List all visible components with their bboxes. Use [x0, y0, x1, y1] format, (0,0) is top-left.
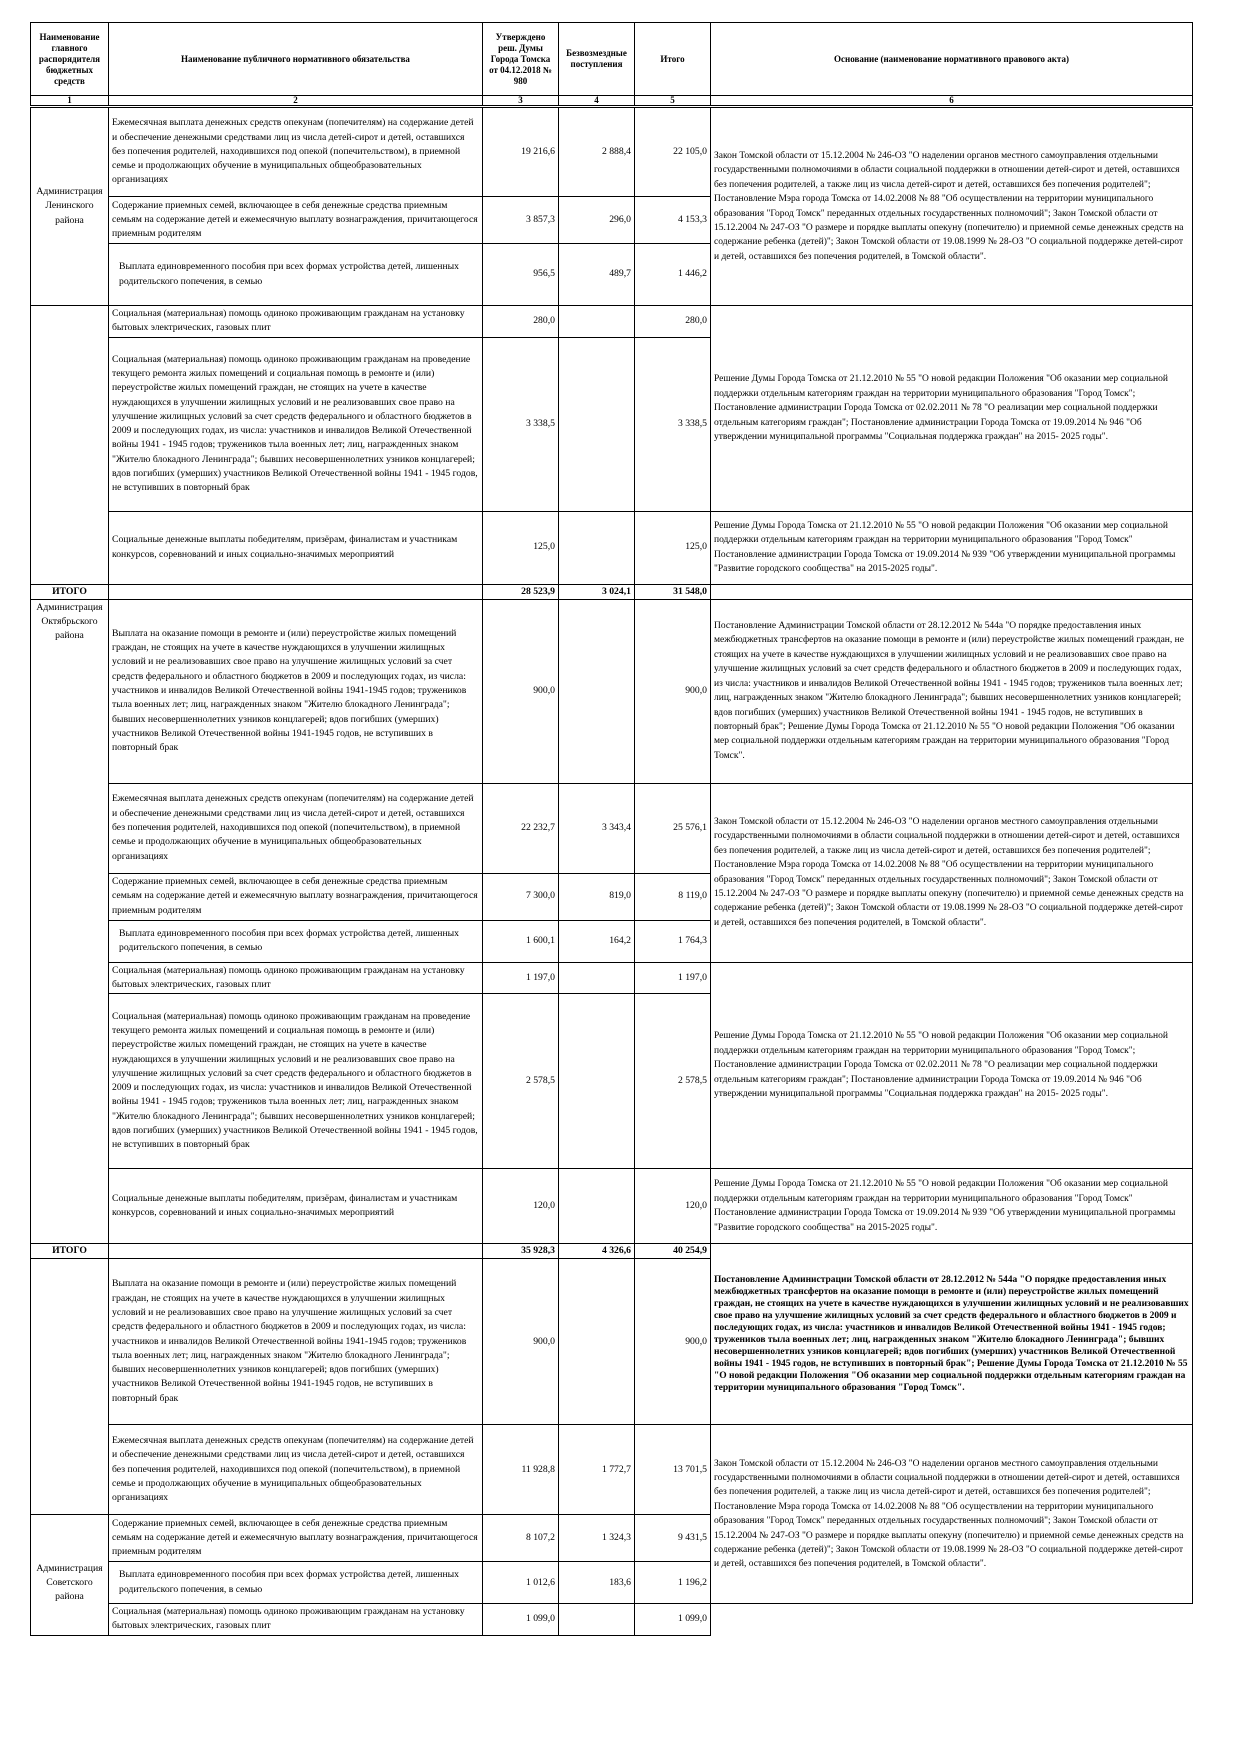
table-row [31, 783, 1193, 873]
total-value: 1 764,3 [635, 920, 711, 962]
total-value: 1 196,2 [635, 1562, 711, 1604]
table-header-row [31, 23, 1193, 96]
table-row [31, 511, 1193, 584]
obligation-name: Выплата единовременного пособия при всех формах устройства детей, лишенных родительского попечения, в семью [109, 244, 483, 306]
obligation-name: Содержание приемных семей, включающее в себя денежные средства приемным семьям на содержание детей и ежемесячную выплату вознаграждения, причитающегося приемным родителям [109, 1515, 483, 1562]
total-label: ИТОГО [31, 1244, 109, 1259]
total-value: 25 576,1 [635, 783, 711, 873]
total-value: 1 197,0 [635, 962, 711, 994]
grants-value [559, 306, 635, 338]
grants-value: 164,2 [559, 920, 635, 962]
approved-value: 22 232,7 [483, 783, 559, 873]
obligation-name: Содержание приемных семей, включающее в себя денежные средства приемным семьям на содержание детей и ежемесячную выплату вознаграждения, причитающегося приемным родителям [109, 197, 483, 244]
total-value: 120,0 [635, 1169, 711, 1244]
total-value: 22 105,0 [635, 107, 711, 197]
approved-value: 125,0 [483, 511, 559, 584]
grants-value: 819,0 [559, 873, 635, 920]
total-value: 1 446,2 [635, 244, 711, 306]
header-manager: Наименование главного распорядителя бюджетных средств [31, 23, 109, 96]
manager-oktyabrsky: Администрация Октябрьского района [31, 599, 109, 1244]
obligation-name: Социальная (материальная) помощь одиноко проживающим гражданам на проведение текущего ремонта жилых помещений и социальная помощь в ремонте и (или) переустройстве жилых помещений граждан, не стоящих на учете в качестве нуждающихся в улучшении жилищных условий и не реализовавших свое право на улучшение жилищных условий за счет средств федерального и областного бюджетов в 2009 и последующих годах, из числа: участников и инвалидов Великой Отечественной войны 1941 - 1945 годов; тружеников тыла военных лет; лиц, награжденных знаком "Жителю блокадного Ленинграда"; бывших несовершеннолетних узников концлагерей; вдов погибших (умерших) участников Великой Отечественной войны 1941 - 1945 годов, не вступивших в повторный брак [109, 994, 483, 1169]
column-number: 1 [31, 96, 109, 107]
header-approved: Утверждено реш. Думы Города Томска от 04.12.2018 № 980 [483, 23, 559, 96]
basis-text: Решение Думы Города Томска от 21.12.2010 № 55 "О новой редакции Положения "Об оказании мер социальной поддержки отдельным категориям граждан на территории муниципального образования "Город Томск" Постановление администрации Города Томска от 19.09.2014 № 939 "Об утверждении муниципальной программы "Развитие городского сообщества" на 2015-2025 годы". [711, 1169, 1193, 1244]
total-grants: 3 024,1 [559, 584, 635, 599]
table-row [31, 1604, 1193, 1636]
grants-value [559, 1169, 635, 1244]
column-number: 2 [109, 96, 483, 107]
grants-value [559, 511, 635, 584]
obligation-name: Социальная (материальная) помощь одиноко проживающим гражданам на установку бытовых электрических, газовых плит [109, 962, 483, 994]
obligations-table-page [30, 22, 1192, 1636]
table-row [31, 107, 1193, 197]
total-sum: 40 254,9 [635, 1244, 711, 1259]
total-sum: 31 548,0 [635, 584, 711, 599]
obligation-name: Социальная (материальная) помощь одиноко проживающим гражданам на проведение текущего ремонта жилых помещений и социальная помощь в ремонте и (или) переустройстве жилых помещений граждан, не стоящих на учете в качестве нуждающихся в улучшении жилищных условий и не реализовавших свое право на улучшение жилищных условий за счет средств федерального и областного бюджетов в 2009 и последующих годах, из числа: участников и инвалидов Великой Отечественной войны 1941 - 1945 годов; тружеников тыла военных лет; лиц, награжденных знаком "Жителю блокадного Ленинграда"; бывших несовершеннолетних узников концлагерей; вдов погибших (умерших) участников Великой Отечественной войны 1941 - 1945 годов, не вступивших в повторный брак [109, 337, 483, 511]
obligation-name: Ежемесячная выплата денежных средств опекунам (попечителям) на содержание детей и обеспечение денежными средствами лиц из числа детей-сирот и детей, оставшихся без попечения родителей, находившихся под опекой (попечительством), в приемной семье и продолжающих обучение в муниципальных общеобразовательных организациях [109, 107, 483, 197]
total-row [31, 1244, 1193, 1259]
obligation-name: Ежемесячная выплата денежных средств опекунам (попечителям) на содержание детей и обеспечение денежными средствами лиц из числа детей-сирот и детей, оставшихся без попечения родителей, находившихся под опекой (попечительством), в приемной семье и продолжающих обучение в муниципальных общеобразовательных организациях [109, 1425, 483, 1515]
total-value: 8 119,0 [635, 873, 711, 920]
basis-text: Решение Думы Города Томска от 21.12.2010 № 55 "О новой редакции Положения "Об оказании мер социальной поддержки отдельным категориям граждан на территории муниципального образования "Город Томск"; Постановление администрации Города Томска от 02.02.2011 № 78 "О реализации мер социальной поддержки отдельным категориям граждан"; Постановление администрации Города Томска от 19.09.2014 № 946 "Об утверждении муниципальной программы "Социальная поддержка граждан" на 2015- 2025 годы". [711, 306, 1193, 512]
obligations-table [30, 22, 1193, 1636]
grants-value [559, 994, 635, 1169]
column-number: 4 [559, 96, 635, 107]
total-grants: 4 326,6 [559, 1244, 635, 1259]
basis-text: Постановление Администрации Томской области от 28.12.2012 № 544а "О порядке предоставления иных межбюджетных трансфертов на оказание помощи в ремонте и (или) переустройстве жилых помещений граждан, не стоящих на учете в качестве нуждающихся в улучшении жилищных условий и не реализовавших свое право на улучшение жилищных условий за счет средств федерального и областного бюджетов в 2009 и последующих годах, из числа: участников и инвалидов Великой Отечественной войны 1941 - 1945 годов; тружеников тыла военных лет; лиц, награжденных знаком "Жителю блокадного Ленинграда"; бывших несовершеннолетних узников концлагерей; вдов погибших (умерших) участников Великой Отечественной войны 1941 - 1945 годов, не вступивших в повторный брак"; Решение Думы Города Томска от 21.12.2010 № 55 "О новой редакции Положения "Об оказании мер социальной поддержки отдельным категориям граждан на территории муниципального образования "Город Томск". [711, 1244, 1193, 1425]
total-approved: 28 523,9 [483, 584, 559, 599]
column-number-row [31, 96, 1193, 107]
header-basis: Основание (наименование нормативного правового акта) [711, 23, 1193, 96]
approved-value: 3 338,5 [483, 337, 559, 511]
basis-text: Решение Думы Города Томска от 21.12.2010 № 55 "О новой редакции Положения "Об оказании мер социальной поддержки отдельным категориям граждан на территории муниципального образования "Город Томск" Постановление администрации Города Томска от 19.09.2014 № 939 "Об утверждении муниципальной программы "Развитие городского сообщества" на 2015-2025 годы". [711, 511, 1193, 584]
obligation-name: Содержание приемных семей, включающее в себя денежные средства приемным семьям на содержание детей и ежемесячную выплату вознаграждения, причитающегося приемным родителям [109, 873, 483, 920]
obligation-name: Социальные денежные выплаты победителям, призёрам, финалистам и участникам конкурсов, соревнований и иных социально-значимых мероприятий [109, 511, 483, 584]
obligation-name: Выплата на оказание помощи в ремонте и (или) переустройстве жилых помещений граждан, не стоящих на учете в качестве нуждающихся в улучшении жилищных условий и не реализовавших свое право на улучшение жилищных условий за счет средств федерального и областного бюджетов в 2009 и последующих годах, из числа: участников и инвалидов Великой Отечественной войны 1941-1945 годов; тружеников тыла военных лет; лиц, награжденных знаком "Жителю блокадного Ленинграда"; бывших несовершеннолетних узников концлагерей; вдов погибших (умерших) участников Великой Отечественной войны 1941-1945 годов, не вступивших в повторный брак [109, 1259, 483, 1425]
approved-value: 120,0 [483, 1169, 559, 1244]
approved-value: 8 107,2 [483, 1515, 559, 1562]
approved-value: 900,0 [483, 599, 559, 783]
grants-value [559, 1604, 635, 1636]
approved-value: 956,5 [483, 244, 559, 306]
approved-value: 7 300,0 [483, 873, 559, 920]
grants-value [559, 962, 635, 994]
basis-text: Решение Думы Города Томска от 21.12.2010 № 55 "О новой редакции Положения "Об оказании мер социальной поддержки отдельным категориям граждан на территории муниципального образования "Город Томск"; Постановление администрации Города Томска от 02.02.2011 № 78 "О реализации мер социальной поддержки отдельным категориям граждан"; Постановление администрации Города Томска от 19.09.2014 № 946 "Об утверждении муниципальной программы "Социальная поддержка граждан" на 2015- 2025 годы". [711, 962, 1193, 1169]
table-row [31, 306, 1193, 338]
total-row [31, 584, 1193, 599]
grants-value: 1 772,7 [559, 1425, 635, 1515]
approved-value: 19 216,6 [483, 107, 559, 197]
obligation-name: Социальная (материальная) помощь одиноко проживающим гражданам на установку бытовых электрических, газовых плит [109, 1604, 483, 1636]
obligation-name: Ежемесячная выплата денежных средств опекунам (попечителям) на содержание детей и обеспечение денежными средствами лиц из числа детей-сирот и детей, оставшихся без попечения родителей, находившихся под опекой (попечительством), в приемной семье и продолжающих обучение в муниципальных общеобразовательных организациях [109, 783, 483, 873]
approved-value: 1 600,1 [483, 920, 559, 962]
column-number: 6 [711, 96, 1193, 107]
approved-value: 11 928,8 [483, 1425, 559, 1515]
obligation-name: Выплата единовременного пособия при всех формах устройства детей, лишенных родительского попечения, в семью [109, 920, 483, 962]
obligation-name: Социальные денежные выплаты победителям, призёрам, финалистам и участникам конкурсов, соревнований и иных социально-значимых мероприятий [109, 1169, 483, 1244]
approved-value: 3 857,3 [483, 197, 559, 244]
total-value: 3 338,5 [635, 337, 711, 511]
grants-value: 1 324,3 [559, 1515, 635, 1562]
total-value: 1 099,0 [635, 1604, 711, 1636]
table-row [31, 1169, 1193, 1244]
total-value: 9 431,5 [635, 1515, 711, 1562]
basis-text: Закон Томской области от 15.12.2004 № 246-ОЗ "О наделении органов местного самоуправления отдельными государственными полномочиями в области социальной поддержки в отношении детей-сирот и детей, оставшихся без попечения родителей, а также лиц из числа детей-сирот и детей, оставшихся без попечения родителей"; Постановление Мэра города Томска от 14.02.2008 № 88 "Об осуществлении на территории муниципального образования "Город Томск" переданных отдельных государственных полномочий"; Закон Томской области от 15.12.2004 № 247-ОЗ "О размере и порядке выплаты опекуну (попечителю) и приемной семье денежных средств на содержание ребенка (детей)"; Закон Томской области от 19.08.1999 № 28-ОЗ "О социальной поддержке детей-сирот и детей, оставшихся без попечения родителей, в Томской области". [711, 107, 1193, 306]
grants-value [559, 337, 635, 511]
approved-value: 2 578,5 [483, 994, 559, 1169]
total-label: ИТОГО [31, 584, 109, 599]
basis-text: Постановление Администрации Томской области от 28.12.2012 № 544а "О порядке предоставления иных межбюджетных трансфертов на оказание помощи в ремонте и (или) переустройстве жилых помещений граждан, не стоящих на учете в качестве нуждающихся в улучшении жилищных условий и не реализовавших свое право на улучшение жилищных условий за счет средств федерального и областного бюджетов в 2009 и последующих годах, из числа: участников и инвалидов Великой Отечественной войны 1941 - 1945 годов; тружеников тыла военных лет; лиц, награжденных знаком "Жителю блокадного Ленинграда"; бывших несовершеннолетних узников концлагерей; вдов погибших (умерших) участников Великой Отечественной войны 1941 - 1945 годов, не вступивших в повторный брак"; Решение Думы Города Томска от 21.12.2010 № 55 "О новой редакции Положения "Об оказании мер социальной поддержки отдельным категориям граждан на территории муниципального образования "Город Томск". [711, 599, 1193, 783]
total-value: 13 701,5 [635, 1425, 711, 1515]
header-total: Итого [635, 23, 711, 96]
total-approved: 35 928,3 [483, 1244, 559, 1259]
column-number: 5 [635, 96, 711, 107]
approved-value: 1 012,6 [483, 1562, 559, 1604]
total-value: 2 578,5 [635, 994, 711, 1169]
header-obligation: Наименование публичного нормативного обязательства [109, 23, 483, 96]
total-value: 900,0 [635, 599, 711, 783]
total-value: 125,0 [635, 511, 711, 584]
approved-value: 280,0 [483, 306, 559, 338]
obligation-name: Выплата на оказание помощи в ремонте и (или) переустройстве жилых помещений граждан, не стоящих на учете в качестве нуждающихся в улучшении жилищных условий и не реализовавших свое право на улучшение жилищных условий за счет средств федерального и областного бюджетов в 2009 и последующих годах, из числа: участников и инвалидов Великой Отечественной войны 1941-1945 годов; тружеников тыла военных лет; лиц, награжденных знаком "Жителю блокадного Ленинграда"; бывших несовершеннолетних узников концлагерей; вдов погибших (умерших) участников Великой Отечественной войны 1941-1945 годов, не вступивших в повторный брак [109, 599, 483, 783]
grants-value: 2 888,4 [559, 107, 635, 197]
table-row [31, 599, 1193, 783]
approved-value: 900,0 [483, 1259, 559, 1425]
header-grants: Безвозмездные поступления [559, 23, 635, 96]
manager-leninsky: Администрация Ленинского района [31, 107, 109, 306]
grants-value: 3 343,4 [559, 783, 635, 873]
approved-value: 1 197,0 [483, 962, 559, 994]
table-row [31, 962, 1193, 994]
total-value: 4 153,3 [635, 197, 711, 244]
grants-value: 296,0 [559, 197, 635, 244]
column-number: 3 [483, 96, 559, 107]
obligation-name: Выплата единовременного пособия при всех формах устройства детей, лишенных родительского попечения, в семью [109, 1562, 483, 1604]
total-value: 280,0 [635, 306, 711, 338]
total-value: 900,0 [635, 1259, 711, 1425]
grants-value [559, 599, 635, 783]
grants-value: 489,7 [559, 244, 635, 306]
grants-value: 183,6 [559, 1562, 635, 1604]
obligation-name: Социальная (материальная) помощь одиноко проживающим гражданам на установку бытовых электрических, газовых плит [109, 306, 483, 338]
table-row [31, 1425, 1193, 1515]
approved-value: 1 099,0 [483, 1604, 559, 1636]
basis-text: Закон Томской области от 15.12.2004 № 246-ОЗ "О наделении органов местного самоуправления отдельными государственными полномочиями в области социальной поддержки в отношении детей-сирот и детей, оставшихся без попечения родителей, а также лиц из числа детей-сирот и детей, оставшихся без попечения родителей"; Постановление Мэра города Томска от 14.02.2008 № 88 "Об осуществлении на территории муниципального образования "Город Томск" переданных отдельных государственных полномочий"; Закон Томской области от 15.12.2004 № 247-ОЗ "О размере и порядке выплаты опекуну (попечителю) и приемной семье денежных средств на содержание ребенка (детей)"; Закон Томской области от 19.08.1999 № 28-ОЗ "О социальной поддержке детей-сирот и детей, оставшихся без попечения родителей, в Томской области". [711, 1425, 1193, 1604]
grants-value [559, 1259, 635, 1425]
basis-text: Закон Томской области от 15.12.2004 № 246-ОЗ "О наделении органов местного самоуправления отдельными государственными полномочиями в области социальной поддержки в отношении детей-сирот и детей, оставшихся без попечения родителей, а также лиц из числа детей-сирот и детей, оставшихся без попечения родителей"; Постановление Мэра города Томска от 14.02.2008 № 88 "Об осуществлении на территории муниципального образования "Город Томск" переданных отдельных государственных полномочий"; Закон Томской области от 15.12.2004 № 247-ОЗ "О размере и порядке выплаты опекуну (попечителю) и приемной семье денежных средств на содержание ребенка (детей)"; Закон Томской области от 19.08.1999 № 28-ОЗ "О социальной поддержке детей-сирот и детей, оставшихся без попечения родителей, в Томской области". [711, 783, 1193, 962]
manager-sovetsky: Администрация Советского района [31, 1515, 109, 1636]
